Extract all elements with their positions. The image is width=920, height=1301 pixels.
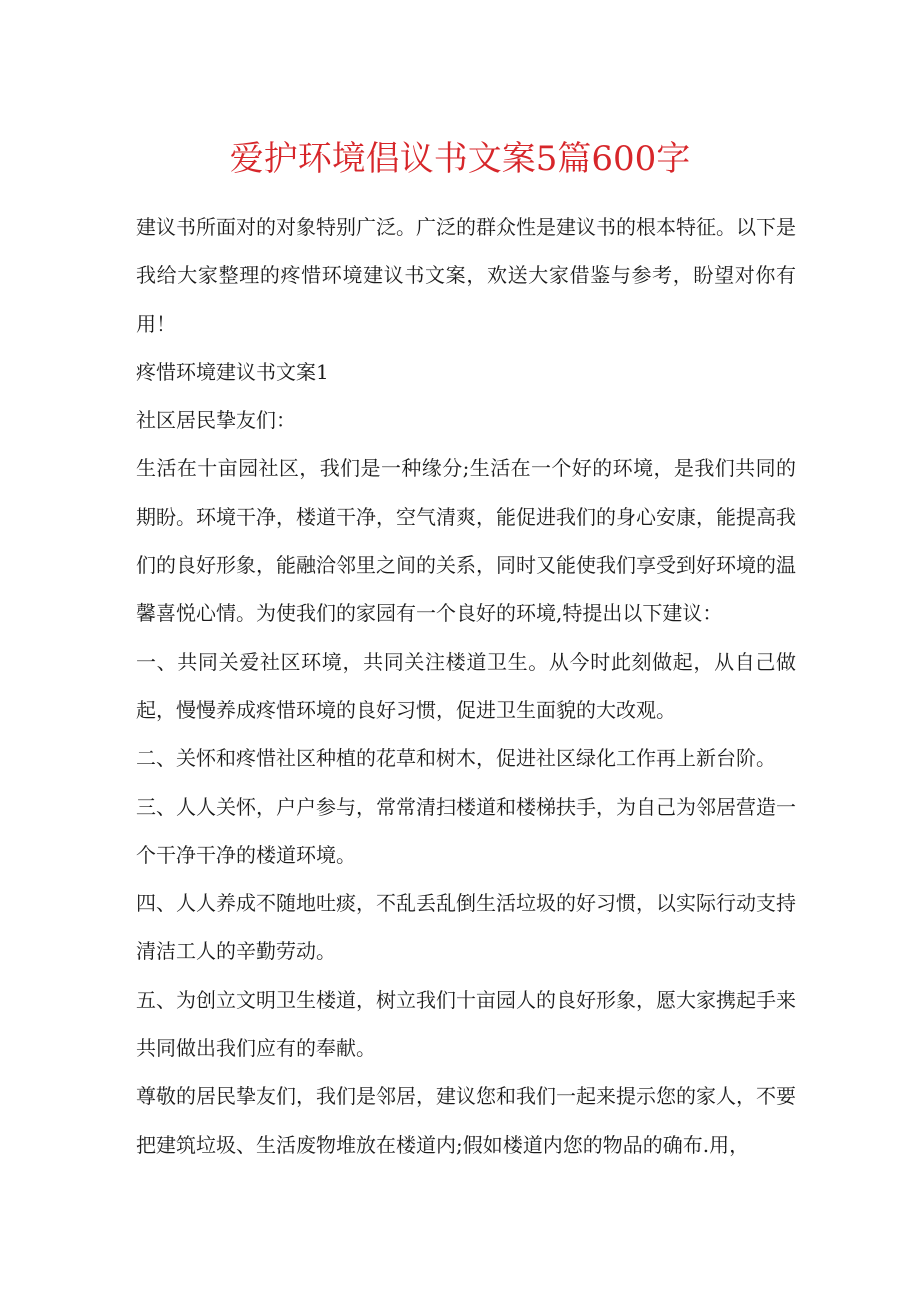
suggestion-item-5: 五、为创立文明卫生楼道，树立我们十亩园人的良好形象，愿大家携起手来共同做出我们应有的奉献。 [136,987,796,1061]
document-body [136,203,796,1169]
salutation: 社区居民挚友们： [136,408,296,433]
body-paragraph: 生活在十亩园社区，我们是一种缘分;生活在一个好的环境，是我们共同的期盼。环境干净，楼道干净，空气清爽，能促进我们的身心安康，能提高我们的良好形象，能融洽邻里之间的关系，同时又能使我们享受到好环境的温馨喜悦心情。为使我们的家园有一个良好的环境,特提出以下建议： [136,456,796,626]
closing-paragraph: 尊敬的居民挚友们，我们是邻居，建议您和我们一起来提示您的家人，不要把建筑垃圾、生活废物堆放在楼道内;假如楼道内您的物品的确布.用， [136,1084,796,1157]
suggestion-item-1: 一、共同关爱社区环境，共同关注楼道卫生。从今时此刻做起，从自己做起，慢慢养成疼惜环境的良好习惯，促进卫生面貌的大改观。 [136,649,796,722]
suggestion-item-4: 四、人人养成不随地吐痰，不乱丢乱倒生活垃圾的好习惯，以实际行动支持清洁工人的辛勤劳动。 [136,891,796,964]
suggestion-item-3: 三、人人关怀，户户参与，常常清扫楼道和楼梯扶手，为自己为邻居营造一个干净干净的楼道环境。 [136,794,796,867]
intro-paragraph: 建议书所面对的对象特别广泛。广泛的群众性是建议书的根本特征。以下是我给大家整理的疼惜环境建议书文案，欢送大家借鉴与参考，盼望对你有用！ [136,215,796,336]
document-title: 爱护环境倡议书文案5篇600字 [229,139,691,179]
suggestion-item-2: 二、关怀和疼惜社区种植的花草和树木，促进社区绿化工作再上新台阶。 [136,746,776,771]
section-heading: 疼惜环境建议书文案1 [136,359,329,384]
